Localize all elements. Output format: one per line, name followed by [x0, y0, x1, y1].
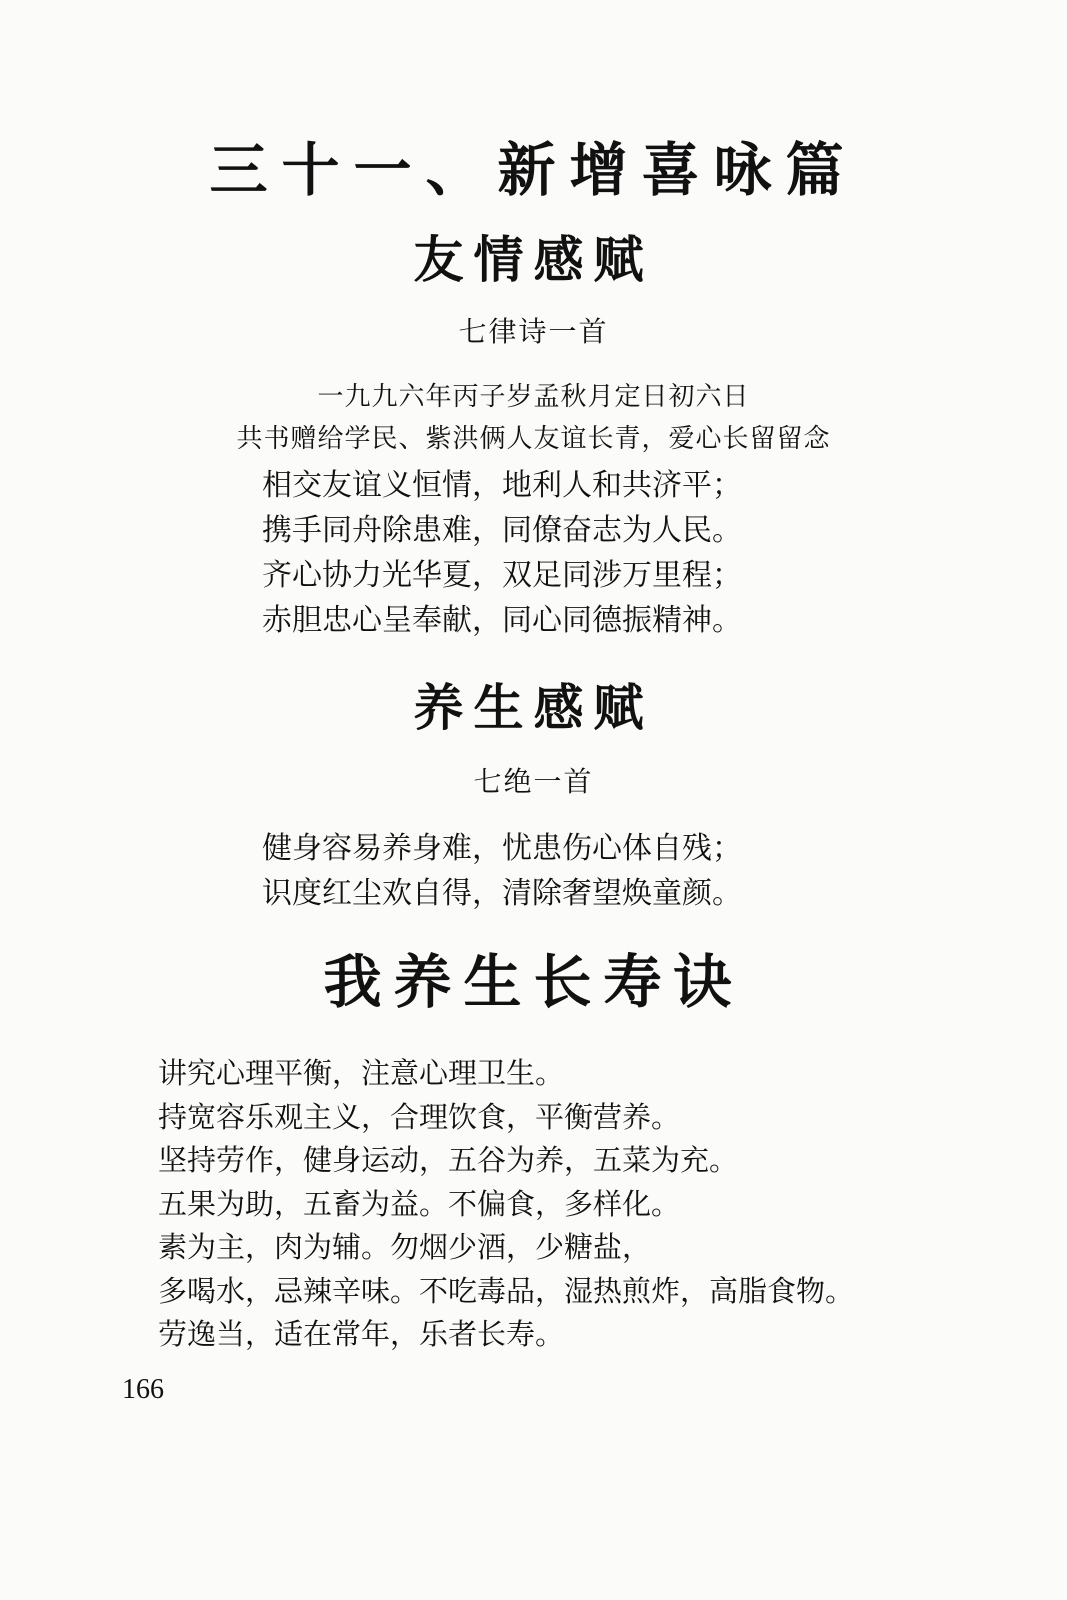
poem2-subtitle: 七绝一首	[473, 765, 594, 798]
verse-line: 相交友谊义恒情，地利人和共济平；	[262, 468, 742, 503]
poem1-verse	[262, 463, 742, 643]
paragraph-line: 持宽容乐观主义，合理饮食，平衡营养。	[158, 1099, 681, 1134]
poem2-verse	[262, 826, 742, 916]
poem1-dedication-line-1: 一九九六年丙子岁孟秋月定日初六日	[317, 382, 750, 412]
paragraph-line: 素为主，肉为辅。勿烟少酒，少糖盐，	[158, 1230, 652, 1264]
verse-line: 赤胆忠心呈奉献，同心同德振精神。	[262, 603, 742, 638]
verse-line: 健身容易养身难，忧患伤心体自残；	[262, 831, 742, 866]
page-number: 166	[122, 1374, 164, 1405]
verse-line: 携手同舟除患难，同僚奋志为人民。	[262, 513, 742, 548]
poem1-dedication-line-2: 共书赠给学民、紫洪俩人友谊长青，爱心长留留念	[236, 424, 831, 454]
paragraph-line: 多喝水，忌辣辛味。不吃毒品，湿热煎炸，高脂食物。	[158, 1273, 855, 1308]
poem1-title: 友情感赋	[413, 230, 654, 289]
poem2-title: 养生感赋	[413, 678, 654, 737]
chapter-title: 三十一、新增喜咏篇	[209, 136, 858, 204]
paragraph-line: 五果为助，五畜为益。不偏食，多样化。	[158, 1186, 681, 1221]
verse-line: 齐心协力光华夏，双足同涉万里程；	[262, 558, 742, 593]
section3-title: 我养生长寿诀	[323, 948, 744, 1016]
section3-text	[158, 1052, 854, 1357]
paragraph-line: 劳逸当，适在常年，乐者长寿。	[158, 1317, 565, 1351]
paragraph-line: 讲究心理平衡，注意心理卫生。	[158, 1056, 565, 1090]
paragraph-line: 坚持劳作，健身运动，五谷为养，五菜为充。	[158, 1143, 739, 1177]
poem1-subtitle: 七律诗一首	[458, 315, 609, 348]
verse-line: 识度红尘欢自得，清除奢望焕童颜。	[262, 876, 742, 911]
